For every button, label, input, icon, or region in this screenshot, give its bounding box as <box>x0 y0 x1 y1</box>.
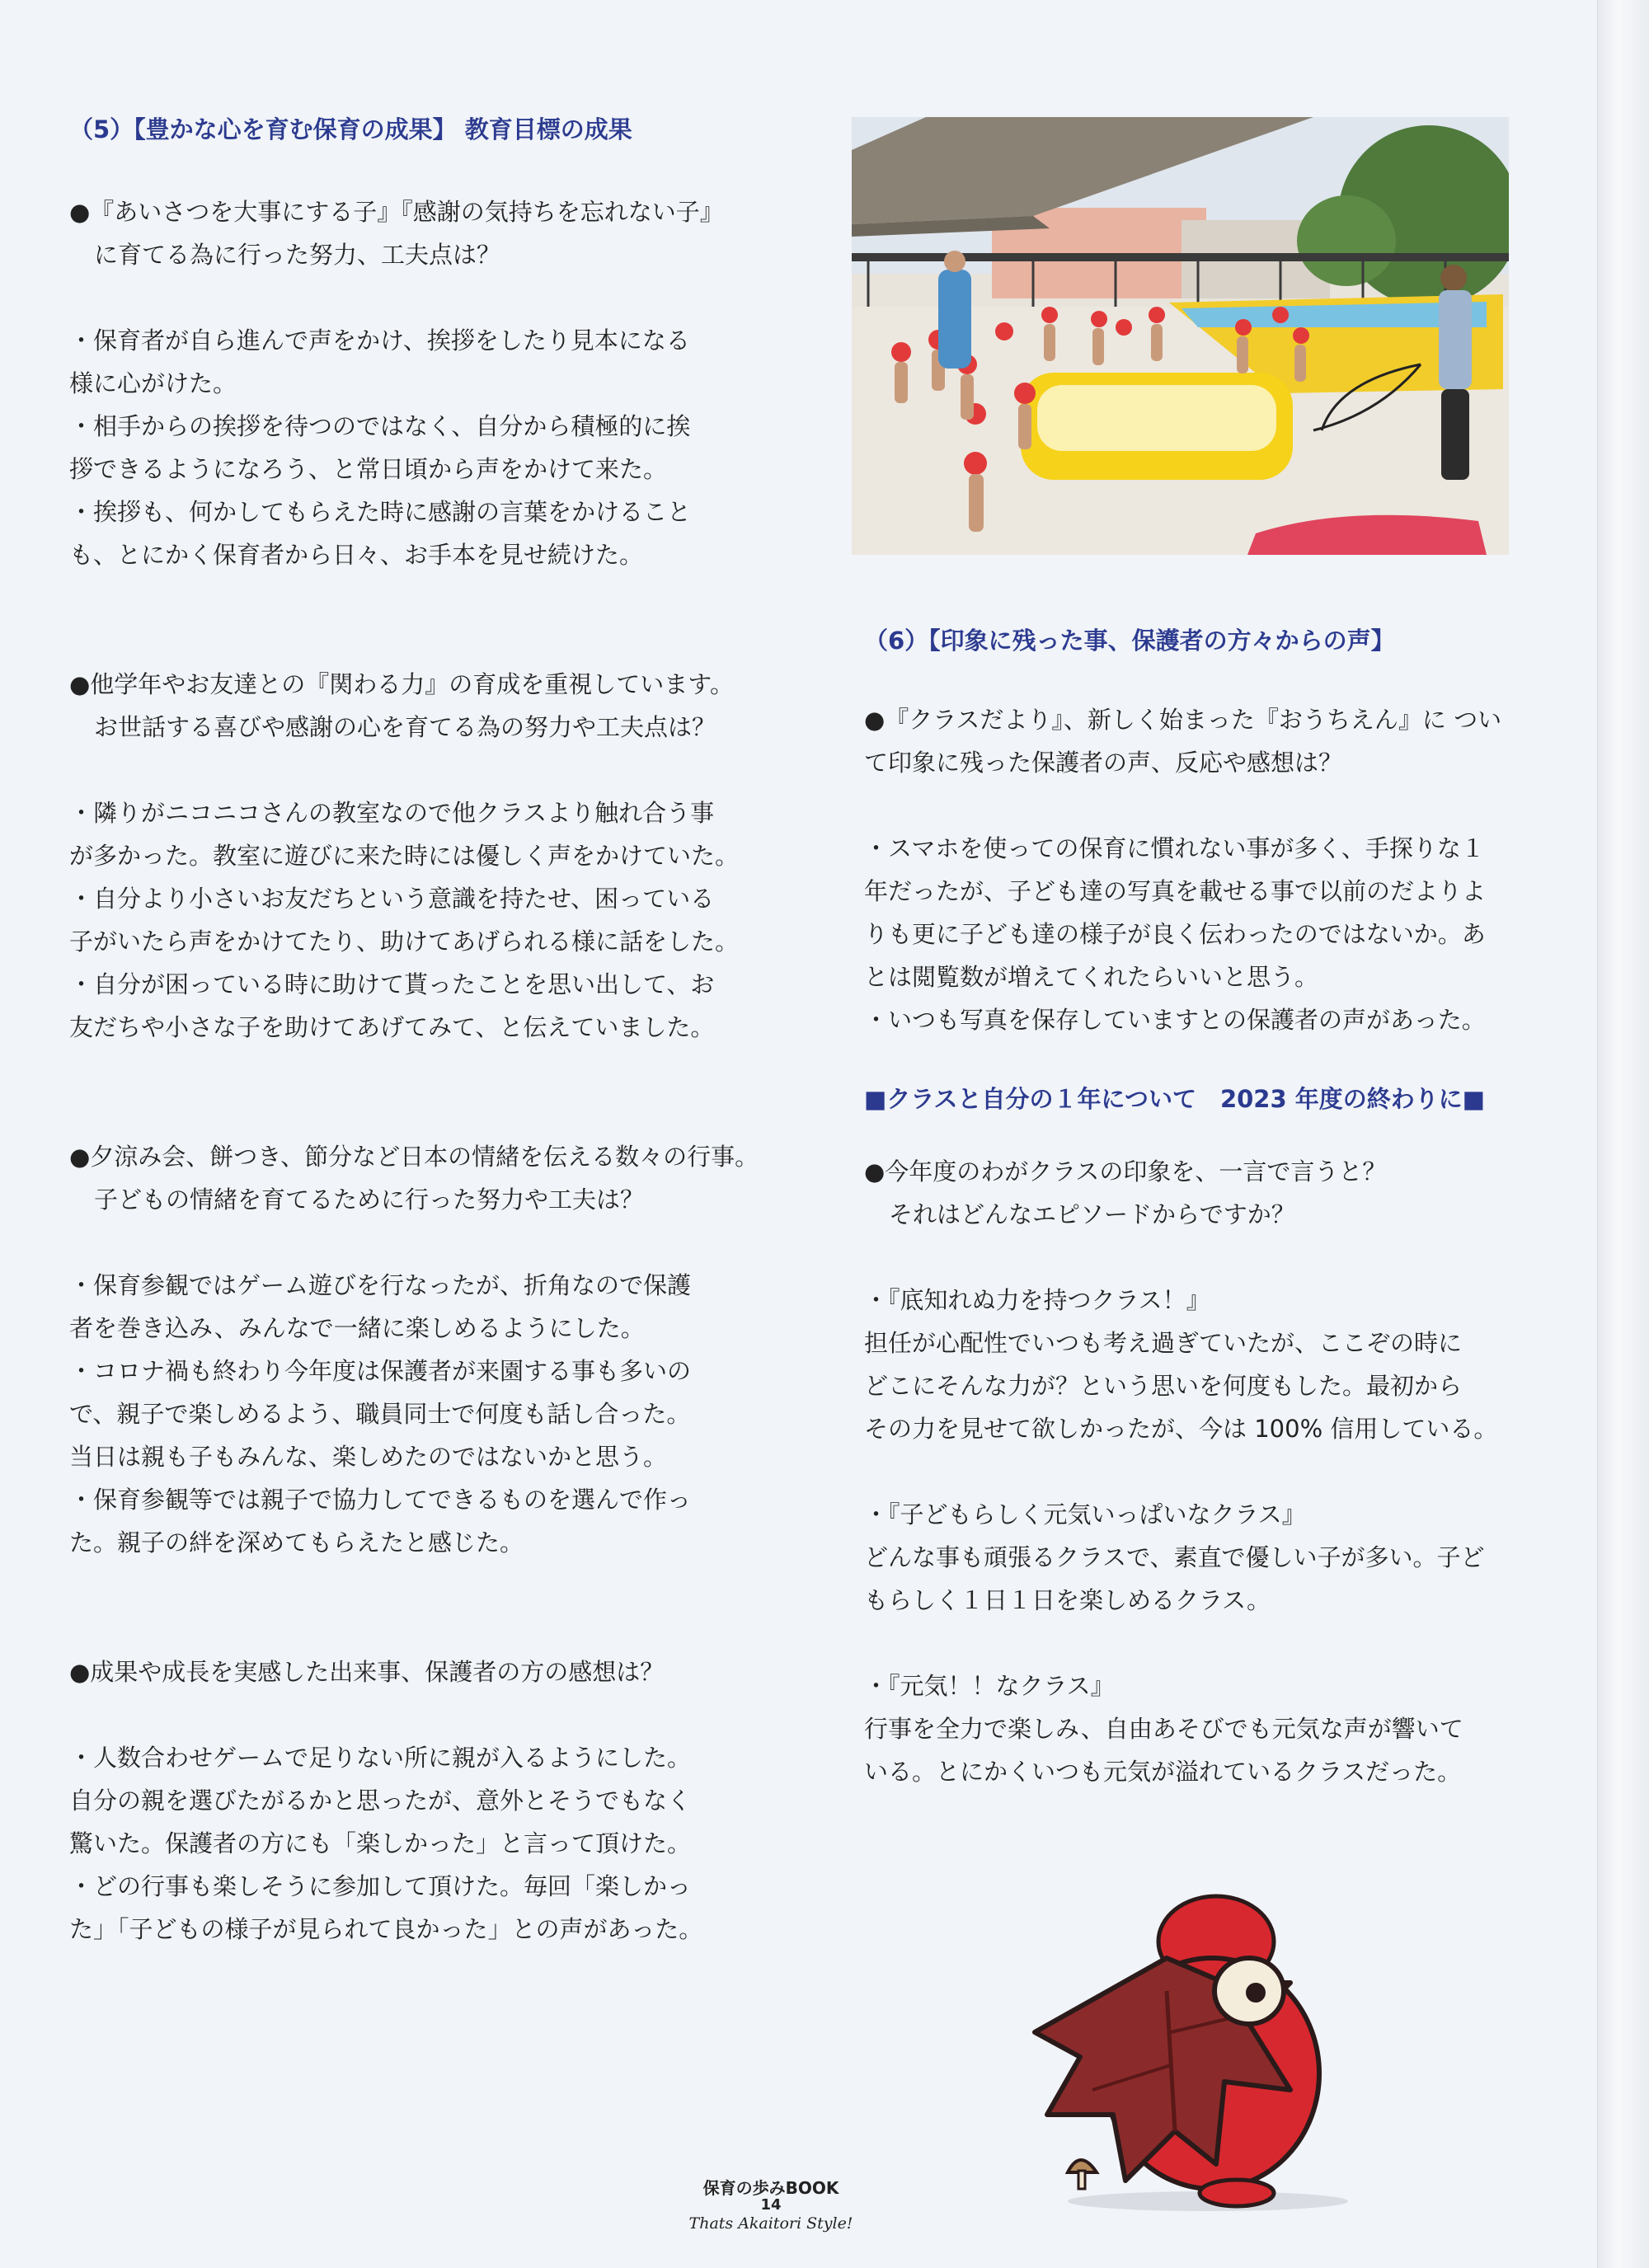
book-title: 保育の歩みBOOK <box>702 2178 839 2198</box>
answer-line: た」「子どもの様子が見られて良かった」との声があった。 <box>69 1915 703 1943</box>
answer-line: ・スマホを使っての保育に慣れない事が多く、手探りな１ <box>864 834 1485 862</box>
question-3-line: 子どもの情緒を育てるために行った努力や工夫は？ <box>94 1186 645 1214</box>
answer-line: 担任が心配性でいつも考え過ぎていたが、ここぞの時に <box>864 1329 1463 1357</box>
answer-line: ・相手からの挨拶を待つのではなく、自分から積極的に挨 <box>69 412 691 440</box>
answer-line: ・保育参観ではゲーム遊びを行なったが、折角なので保護 <box>69 1271 692 1299</box>
answer-line: 自分の親を選びたがるかと思ったが、意外とそうでもなく <box>69 1787 692 1815</box>
question-2-line: お世話する喜びや感謝の心を育てる為の努力や工夫点は？ <box>94 713 716 741</box>
question-5-line: ついて印象に残った保護者の声、反応や感想は？ <box>864 706 1502 777</box>
question-5 <box>864 698 1524 784</box>
answer-line: どこにそんな力が？という思いを何度もした。最初から <box>864 1372 1463 1400</box>
answer-line: 驚いた。保護者の方にも「楽しかった」と言って頂けた。 <box>69 1829 692 1857</box>
mascot-illustration <box>1002 1867 1381 2214</box>
answer-line: もらしく１日１日を楽しめるクラス。 <box>864 1586 1271 1614</box>
answer-line: その力を見せて欲しかったが、今は 100% 信用している。 <box>864 1415 1498 1443</box>
question-4-line: ●成果や成長を実感した出来事、保護者の方の感想は？ <box>69 1658 665 1686</box>
answer-line: ・『子どもらしく元気いっぱいなクラス』 <box>864 1500 1306 1528</box>
answer-line: た。親子の絆を深めてもらえたと感じた。 <box>69 1528 524 1557</box>
answer-line: ・保育参観等では親子で協力してできるものを選んで作っ <box>69 1486 692 1514</box>
page-number: 14 <box>760 2196 782 2214</box>
answer-2 <box>69 791 795 1049</box>
answer-line: ・コロナ禍も終わり今年度は保護者が来園する事も多いの <box>69 1357 692 1385</box>
section-5-heading: （5）【豊かな心を育む保育の成果】 教育目標の成果 <box>69 115 632 143</box>
answer-line: ・保育者が自ら進んで声をかけ、挨拶をしたり見本になる <box>69 326 690 355</box>
answer-line: ・人数合わせゲームで足りない所に親が入るようにした。 <box>69 1744 692 1772</box>
answer-1 <box>69 319 795 576</box>
answer-8 <box>864 1665 1524 1793</box>
answer-line: ・挨拶も、何かしてもらえた時に感謝の言葉をかけること <box>69 498 692 526</box>
question-3-line: ●夕涼み会、餅つき、節分など日本の情緒を伝える数々の行事。 <box>69 1143 759 1171</box>
question-1-line: ●『あいさつを大事にする子』『感謝の気持ちを忘れない子』 <box>69 198 724 226</box>
answer-line: 子がいたら声をかけてたり、助けてあげられる様に話をした。 <box>69 927 740 956</box>
question-6 <box>864 1150 1524 1236</box>
answer-line: 拶できるようになろう、と常日頃から声をかけて来た。 <box>69 455 668 483</box>
question-2-line: ●他学年やお友達との『関わる力』の育成を重視しています。 <box>69 670 734 698</box>
question-4 <box>69 1651 795 1693</box>
answer-5 <box>864 827 1524 1041</box>
section-6-heading: （6）【印象に残った事、保護者の方々からの声】 <box>864 627 1395 655</box>
question-6-line: ●今年度のわがクラスの印象を、一言で言うと？ <box>864 1157 1387 1186</box>
pool-photo-illustration <box>852 117 1509 555</box>
question-1 <box>69 190 795 276</box>
answer-6 <box>864 1279 1524 1450</box>
answer-line: ・『底知れぬ力を持つクラス！』 <box>864 1286 1210 1314</box>
right-column <box>864 624 1524 1793</box>
answer-line: が多かった。教室に遊びに来た時には優しく声をかけていた。 <box>69 842 740 870</box>
answer-line: ・どの行事も楽しそうに参加して頂けた。毎回「楽しかっ <box>69 1872 692 1900</box>
answer-line: 者を巻き込み、みんなで一緒に楽しめるようにした。 <box>69 1314 645 1342</box>
page-footer <box>676 2179 866 2233</box>
answer-line: とは閲覧数が増えてくれたらいいと思う。 <box>864 963 1319 991</box>
answer-line: ・隣りがニコニコさんの教室なので他クラスより触れ合う事 <box>69 799 715 827</box>
question-1-line: に育てる為に行った努力、工夫点は？ <box>94 241 501 269</box>
answer-line: ・いつも写真を保存していますとの保護者の声があった。 <box>864 1006 1486 1034</box>
answer-line: ・自分より小さいお友だちという意識を持たせ、困っている <box>69 885 715 913</box>
answer-line: 行事を全力で楽しみ、自由あそびでも元気な声が響いて <box>864 1715 1463 1743</box>
left-column <box>69 113 795 1951</box>
question-5-line: ●『クラスだより』、新しく始まった『おうちえん』に <box>864 706 1446 734</box>
pool-play-photo <box>852 117 1509 555</box>
question-6-line: それはどんなエピソードからですか？ <box>889 1200 1295 1228</box>
red-bird-mascot-icon <box>1002 1867 1381 2214</box>
answer-line: も、とにかく保育者から日々、お手本を見せ続けた。 <box>69 541 644 569</box>
page-edge <box>1597 0 1649 2268</box>
answer-line: ・『元気！！なクラス』 <box>864 1672 1115 1700</box>
answer-7 <box>864 1493 1524 1622</box>
question-2 <box>69 663 795 749</box>
answer-line: 年だったが、子ども達の写真を載せる事で以前のだよりよ <box>864 877 1487 905</box>
answer-3 <box>69 1264 795 1564</box>
answer-line: 友だちや小さな子を助けてあげてみて、と伝えていました。 <box>69 1013 715 1041</box>
answer-line: 様に心がけた。 <box>69 369 237 397</box>
question-3 <box>69 1135 795 1221</box>
answer-line: どんな事も頑張るクラスで、素直で優しい子が多い。子ど <box>864 1543 1485 1571</box>
answer-4 <box>69 1736 795 1951</box>
class-year-heading: ■クラスと自分の１年について 2023 年度の終わりに■ <box>864 1085 1486 1113</box>
answer-line: 当日は親も子もみんな、楽しめたのではないかと思う。 <box>69 1443 668 1471</box>
answer-line: ・自分が困っている時に助けて貰ったことを思い出して、お <box>69 970 715 998</box>
answer-line: で、親子で楽しめるよう、職員同士で何度も話し合った。 <box>69 1400 691 1428</box>
answer-line: りも更に子ども達の様子が良く伝わったのではないか。あ <box>864 920 1486 948</box>
answer-line: いる。とにかくいつも元気が溢れているクラスだった。 <box>864 1758 1462 1786</box>
footer-tagline: Thats Akaitori Style! <box>688 2214 853 2233</box>
